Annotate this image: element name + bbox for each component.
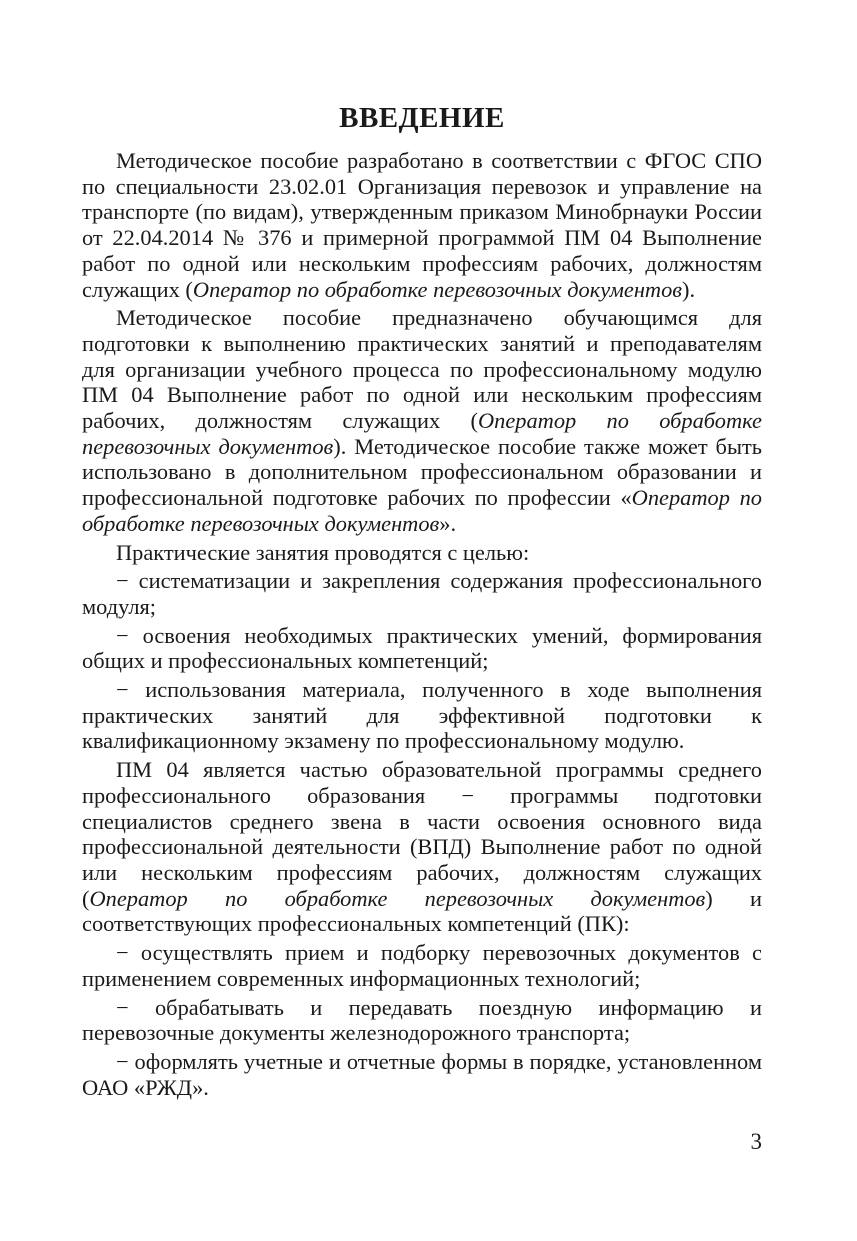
- paragraph-text: ).: [682, 276, 696, 302]
- list-item-4: [82, 940, 762, 991]
- paragraph-2: [82, 305, 762, 536]
- paragraph-3: [82, 540, 762, 566]
- list-item-3: [82, 677, 762, 754]
- list-item-text: − использования материала, полученного в ходе выполнения практических занятий для эффективной подготовки к квалификационному экзамену по профессиональному модулю.: [82, 677, 762, 754]
- list-item-text: − систематизации и закрепления содержания профессионального модуля;: [82, 568, 762, 619]
- list-item-text: − оформлять учетные и отчетные формы в порядке, установленном ОАО «РЖД».: [82, 1048, 762, 1100]
- page-number: 3: [750, 1129, 762, 1154]
- paragraph-text: ). Методическое пособие также может быть использовано в дополнительном профессиональном образовании и профессиональной подготовке рабочих по профессии «: [82, 433, 762, 511]
- list-item-5: [82, 995, 762, 1046]
- paragraph-text: Методическое пособие предназначено обучающимся для подготовки к выполнению практических занятий и преподавателям для организации учебного процесса по профессиональному модулю ПМ 04 Выполнение работ по одной или нескольким профессиям рабочих, должностям служащих (: [82, 305, 762, 434]
- list-item-6: [82, 1049, 762, 1100]
- paragraph-italic-text: Оператор по обработке перевозочных документов: [82, 408, 762, 459]
- list-item-text: − обрабатывать и передавать поездную информацию и перевозочные документы железнодорожного транспорта;: [82, 994, 762, 1046]
- paragraph-text: ПМ 04 является частью образовательной программы среднего профессионального образования − программы подготовки специалистов среднего звена в части освоения основного вида профессиональной деятельности (ВПД) Выполнение работ по одной или нескольким профессиям рабочих, должностям служащих (: [82, 757, 762, 911]
- paragraph-italic-text: Оператор по обработке перевозочных документов: [82, 485, 763, 536]
- body-text: [82, 148, 762, 1103]
- paragraph-italic-text: Оператор по обработке перевозочных документов: [192, 276, 683, 302]
- paragraph-text: ».: [439, 510, 457, 536]
- list-item-text: − осуществлять прием и подборку перевозочных документов с применением современных информационных технологий;: [82, 940, 762, 991]
- paragraph-4: [82, 757, 762, 937]
- paragraph-text: ) и соответствующих профессиональных компетенций (ПК):: [82, 885, 762, 937]
- paragraph-1: [82, 148, 762, 302]
- list-item-text: − освоения необходимых практических умений, формирования общих и профессиональных компетенций;: [82, 622, 762, 674]
- paragraph-text: Методическое пособие разработано в соответствии с ФГОС СПО по специальности 23.02.01 Организация перевозок и управление на транспорте (по видам), утвержденным приказом Минобрнауки России от 22.04.2014 № 376 и примерной программой ПМ 04 Выполнение работ по одной или нескольким профессиям рабочих, должностям служащих (: [82, 148, 762, 302]
- paragraph-italic-text: Оператор по обработке перевозочных документов: [89, 885, 706, 911]
- list-item-2: [82, 623, 762, 674]
- document-page: [82, 0, 762, 1241]
- paragraph-text: Практические занятия проводятся с целью:: [116, 539, 530, 565]
- list-item-1: [82, 568, 762, 619]
- section-title: ВВЕДЕНИЕ: [339, 102, 505, 134]
